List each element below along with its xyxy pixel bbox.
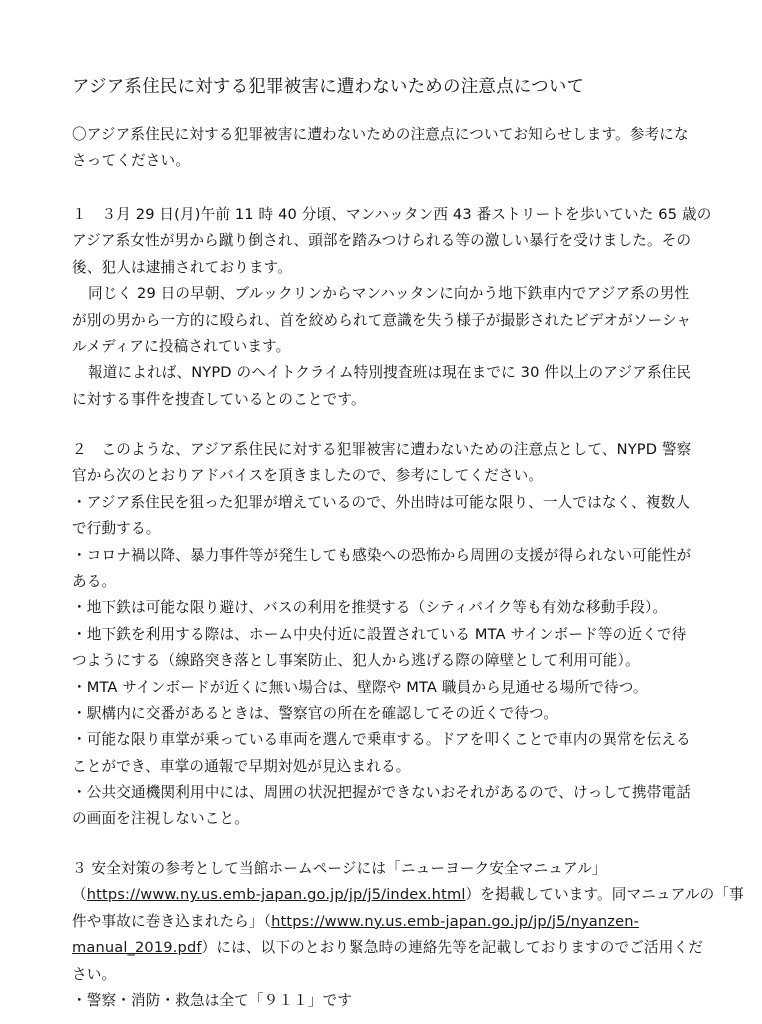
paren-open: （: [72, 886, 87, 904]
section-2-line: つようにする（線路突き落とし事案防止、犯人から逃げる際の障壁として利用可能）。: [72, 652, 640, 670]
section-1-line: 後、犯人は逮捕されております。: [72, 258, 292, 276]
section-3-line: さい。: [72, 965, 117, 983]
section-1-line: ルメディアに投稿されています。: [72, 337, 291, 355]
section-2-bullet: ・コロナ禍以降、暴力事件等が発生しても感染への恐怖から周囲の支援が得られない可能性が: [72, 546, 692, 564]
section-2-line: の画面を注視しないこと。: [72, 810, 249, 828]
section-2-line: ことができ、車掌の通報で早期対処が見込まれる。: [72, 757, 411, 775]
intro-line: 〇アジア系住民に対する犯罪被害に遭わないための注意点についてお知らせします。参考にな: [72, 126, 689, 143]
section-2-line: ２ このような、アジア系住民に対する犯罪被害に遭わないための注意点として、NYPD 警察: [72, 441, 692, 458]
section-2-line: 官から次のとおりアドバイスを頂きましたので、参考にしてください。: [72, 467, 544, 485]
section-2-line: で行動する。: [72, 520, 161, 538]
section-2-line: ある。: [72, 572, 117, 590]
emergency-manual-link-cont[interactable]: manual_2019.pdf: [72, 939, 202, 957]
section-3-text: ）には、以下のとおり緊急時の連絡先等を記載しておりますのでご活用くだ: [201, 939, 703, 957]
section-3-line: [72, 935, 702, 961]
section-2: [72, 437, 702, 833]
section-2-bullet: ・可能な限り車掌が乗っている車両を選んで乗車する。ドアを叩くことで車内の異常を伝える: [72, 731, 691, 749]
section-2-bullet: ・地下鉄は可能な限り避け、バスの利用を推奨する（シティバイク等も有効な移動手段）。: [72, 599, 668, 617]
section-2-bullet: ・公共交通機関利用中には、周囲の状況把握ができないおそれがあるので、けっして携帯電話: [72, 784, 691, 802]
section-3-bullet: ・警察・消防・救急は全て「９１１」です: [72, 991, 353, 1009]
intro-line: さってください。: [72, 152, 190, 170]
section-2-bullet: ・駅構内に交番があるときは、警察官の所在を確認してその近くで待つ。: [72, 704, 558, 722]
section-3-text: ）を掲載しています。同マニュアルの「事: [465, 886, 744, 904]
section-1-line: に対する事件を捜査しているとのことです。: [72, 390, 366, 408]
section-1-line: 報道によれば、NYPD のヘイトクライム特別捜査班は現在までに 30 件以上のアジア系住民: [88, 364, 692, 382]
section-2-bullet: ・地下鉄を利用する際は、ホーム中央付近に設置されている MTA サインボード等の近くで待: [72, 625, 687, 643]
section-1-line: アジア系女性が男から蹴り倒され、頭部を踏みつけられる等の激しい暴行を受けました。その: [72, 232, 692, 250]
section-1-line: が別の男から一方的に殴られ、首を絞められて意識を失う様子が撮影されたビデオがソーシャ: [72, 311, 692, 329]
section-2-bullet: ・MTA サインボードが近くに無い場合は、壁際や MTA 職員から見通せる場所で待つ。: [72, 678, 648, 696]
section-1: [72, 202, 712, 413]
section-1-line: １ ３月 29 日(月)午前 11 時 40 分頃、マンハッタン西 43 番ストリートを歩いていた 65 歳の: [72, 206, 712, 223]
section-3-text: 件や事故に巻き込まれたら」（: [72, 912, 272, 930]
section-3: [72, 856, 744, 1014]
section-1-line: 同じく 29 日の早朝、ブルックリンからマンハッタンに向かう地下鉄車内でアジア系の男性: [88, 285, 690, 303]
page-title: アジア系住民に対する犯罪被害に遭わないための注意点について: [72, 77, 585, 97]
intro-paragraph: [72, 122, 702, 175]
emergency-manual-link[interactable]: https://www.ny.us.emb-japan.go.jp/jp/j5/nyanzen-: [271, 912, 640, 930]
section-2-bullet: ・アジア系住民を狙った犯罪が増えているので、外出時は可能な限り、一人ではなく、複数人: [72, 493, 691, 511]
section-3-line: [72, 909, 702, 935]
safety-manual-link[interactable]: https://www.ny.us.emb-japan.go.jp/jp/j5/index.html: [86, 886, 466, 904]
section-3-line: [72, 882, 744, 908]
section-3-line: ３ 安全対策の参考として当館ホームページには「ニューヨーク安全マニュアル」: [72, 860, 607, 877]
